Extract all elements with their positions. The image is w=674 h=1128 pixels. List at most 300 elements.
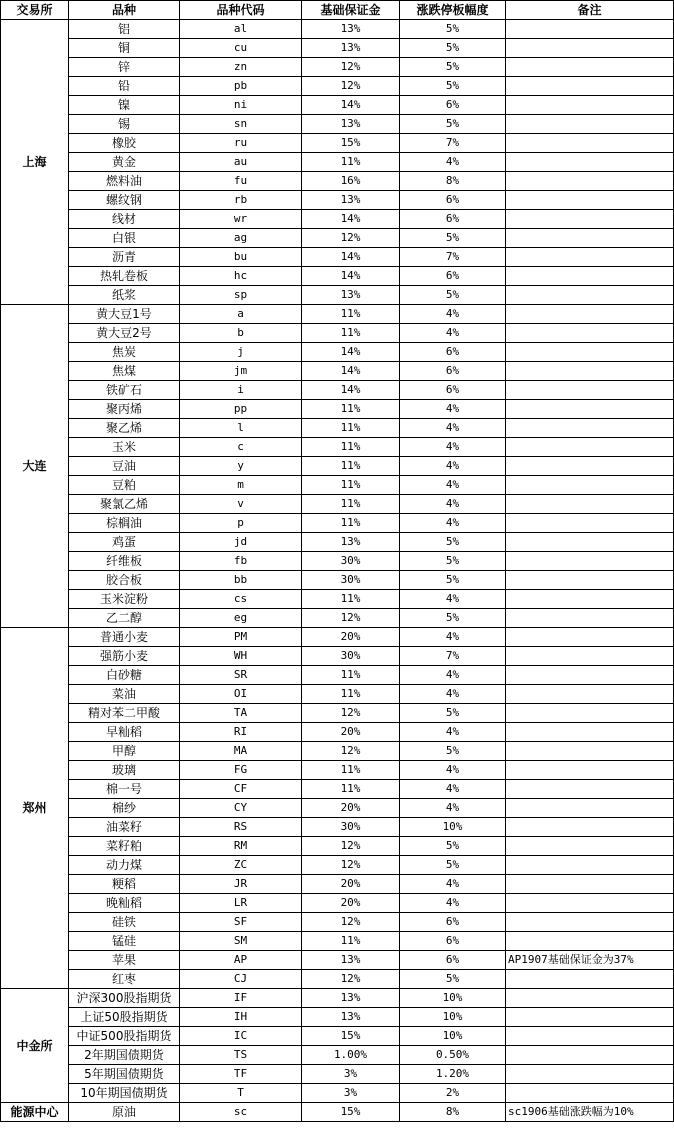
code-cell: zn bbox=[180, 58, 302, 77]
code-cell: hc bbox=[180, 267, 302, 286]
note-cell bbox=[506, 666, 674, 685]
variety-cell: 胶合板 bbox=[69, 571, 180, 590]
margin-cell: 20% bbox=[302, 894, 400, 913]
note-cell bbox=[506, 514, 674, 533]
table-row bbox=[1, 343, 674, 362]
margin-cell: 30% bbox=[302, 818, 400, 837]
table-row bbox=[1, 609, 674, 628]
variety-cell: 强筋小麦 bbox=[69, 647, 180, 666]
limit-cell: 4% bbox=[400, 438, 506, 457]
code-cell: LR bbox=[180, 894, 302, 913]
limit-cell: 4% bbox=[400, 685, 506, 704]
limit-cell: 4% bbox=[400, 590, 506, 609]
table-body bbox=[1, 20, 674, 1122]
code-cell: IH bbox=[180, 1008, 302, 1027]
margin-cell: 11% bbox=[302, 476, 400, 495]
code-cell: au bbox=[180, 153, 302, 172]
table-row bbox=[1, 799, 674, 818]
variety-cell: 锡 bbox=[69, 115, 180, 134]
code-cell: ru bbox=[180, 134, 302, 153]
limit-cell: 5% bbox=[400, 552, 506, 571]
variety-cell: 线材 bbox=[69, 210, 180, 229]
table-row bbox=[1, 913, 674, 932]
limit-cell: 5% bbox=[400, 571, 506, 590]
limit-cell: 5% bbox=[400, 20, 506, 39]
variety-cell: 锰硅 bbox=[69, 932, 180, 951]
variety-cell: 白砂糖 bbox=[69, 666, 180, 685]
note-cell bbox=[506, 229, 674, 248]
note-cell bbox=[506, 39, 674, 58]
note-cell bbox=[506, 761, 674, 780]
note-cell bbox=[506, 932, 674, 951]
code-cell: JR bbox=[180, 875, 302, 894]
margin-cell: 11% bbox=[302, 153, 400, 172]
margin-cell: 12% bbox=[302, 742, 400, 761]
margin-cell: 13% bbox=[302, 115, 400, 134]
variety-cell: 硅铁 bbox=[69, 913, 180, 932]
limit-cell: 8% bbox=[400, 1103, 506, 1122]
limit-cell: 5% bbox=[400, 970, 506, 989]
limit-cell: 2% bbox=[400, 1084, 506, 1103]
variety-cell: 镍 bbox=[69, 96, 180, 115]
code-cell: a bbox=[180, 305, 302, 324]
variety-cell: 原油 bbox=[69, 1103, 180, 1122]
note-cell bbox=[506, 647, 674, 666]
variety-cell: 聚丙烯 bbox=[69, 400, 180, 419]
code-cell: sc bbox=[180, 1103, 302, 1122]
margin-cell: 12% bbox=[302, 58, 400, 77]
note-cell bbox=[506, 381, 674, 400]
note-cell bbox=[506, 419, 674, 438]
code-cell: bb bbox=[180, 571, 302, 590]
margin-cell: 3% bbox=[302, 1065, 400, 1084]
header-note: 备注 bbox=[506, 1, 674, 20]
limit-cell: 4% bbox=[400, 723, 506, 742]
note-cell: AP1907基础保证金为37% bbox=[506, 951, 674, 970]
limit-cell: 5% bbox=[400, 286, 506, 305]
margin-cell: 12% bbox=[302, 77, 400, 96]
code-cell: WH bbox=[180, 647, 302, 666]
note-cell bbox=[506, 837, 674, 856]
margin-cell: 13% bbox=[302, 1008, 400, 1027]
variety-cell: 沪深300股指期货 bbox=[69, 989, 180, 1008]
limit-cell: 6% bbox=[400, 381, 506, 400]
margin-cell: 12% bbox=[302, 704, 400, 723]
variety-cell: 黄金 bbox=[69, 153, 180, 172]
note-cell bbox=[506, 457, 674, 476]
table-row bbox=[1, 552, 674, 571]
limit-cell: 6% bbox=[400, 191, 506, 210]
code-cell: cu bbox=[180, 39, 302, 58]
code-cell: TS bbox=[180, 1046, 302, 1065]
note-cell bbox=[506, 134, 674, 153]
code-cell: pp bbox=[180, 400, 302, 419]
table-row bbox=[1, 495, 674, 514]
code-cell: c bbox=[180, 438, 302, 457]
note-cell bbox=[506, 77, 674, 96]
variety-cell: 沥青 bbox=[69, 248, 180, 267]
header-limit: 涨跌停板幅度 bbox=[400, 1, 506, 20]
table-row bbox=[1, 457, 674, 476]
code-cell: sn bbox=[180, 115, 302, 134]
variety-cell: 2年期国债期货 bbox=[69, 1046, 180, 1065]
limit-cell: 7% bbox=[400, 134, 506, 153]
code-cell: y bbox=[180, 457, 302, 476]
margin-cell: 12% bbox=[302, 913, 400, 932]
code-cell: SM bbox=[180, 932, 302, 951]
variety-cell: 5年期国债期货 bbox=[69, 1065, 180, 1084]
variety-cell: 燃料油 bbox=[69, 172, 180, 191]
margin-cell: 13% bbox=[302, 951, 400, 970]
limit-cell: 4% bbox=[400, 324, 506, 343]
variety-cell: 甲醇 bbox=[69, 742, 180, 761]
note-cell bbox=[506, 856, 674, 875]
note-cell bbox=[506, 1027, 674, 1046]
variety-cell: 精对苯二甲酸 bbox=[69, 704, 180, 723]
code-cell: SR bbox=[180, 666, 302, 685]
code-cell: rb bbox=[180, 191, 302, 210]
code-cell: j bbox=[180, 343, 302, 362]
limit-cell: 5% bbox=[400, 229, 506, 248]
limit-cell: 5% bbox=[400, 533, 506, 552]
variety-cell: 玻璃 bbox=[69, 761, 180, 780]
variety-cell: 黄大豆2号 bbox=[69, 324, 180, 343]
note-cell: sc1906基础涨跌幅为10% bbox=[506, 1103, 674, 1122]
table-row bbox=[1, 685, 674, 704]
margin-cell: 14% bbox=[302, 248, 400, 267]
margin-cell: 13% bbox=[302, 20, 400, 39]
code-cell: T bbox=[180, 1084, 302, 1103]
exchange-cell: 中金所 bbox=[1, 989, 69, 1103]
variety-cell: 菜油 bbox=[69, 685, 180, 704]
limit-cell: 5% bbox=[400, 609, 506, 628]
margin-cell: 14% bbox=[302, 381, 400, 400]
limit-cell: 6% bbox=[400, 932, 506, 951]
table-row bbox=[1, 932, 674, 951]
code-cell: m bbox=[180, 476, 302, 495]
margin-cell: 12% bbox=[302, 970, 400, 989]
note-cell bbox=[506, 780, 674, 799]
code-cell: RM bbox=[180, 837, 302, 856]
variety-cell: 上证50股指期货 bbox=[69, 1008, 180, 1027]
code-cell: SF bbox=[180, 913, 302, 932]
code-cell: al bbox=[180, 20, 302, 39]
table-row bbox=[1, 286, 674, 305]
limit-cell: 7% bbox=[400, 248, 506, 267]
limit-cell: 4% bbox=[400, 495, 506, 514]
note-cell bbox=[506, 20, 674, 39]
limit-cell: 4% bbox=[400, 894, 506, 913]
variety-cell: 晚籼稻 bbox=[69, 894, 180, 913]
table-row bbox=[1, 628, 674, 647]
note-cell bbox=[506, 571, 674, 590]
table-row bbox=[1, 723, 674, 742]
margin-cell: 13% bbox=[302, 989, 400, 1008]
table-row bbox=[1, 39, 674, 58]
table-row bbox=[1, 704, 674, 723]
limit-cell: 6% bbox=[400, 951, 506, 970]
code-cell: sp bbox=[180, 286, 302, 305]
table-row bbox=[1, 1046, 674, 1065]
note-cell bbox=[506, 1008, 674, 1027]
table-row bbox=[1, 666, 674, 685]
variety-cell: 苹果 bbox=[69, 951, 180, 970]
variety-cell: 白银 bbox=[69, 229, 180, 248]
note-cell bbox=[506, 723, 674, 742]
code-cell: CY bbox=[180, 799, 302, 818]
variety-cell: 铜 bbox=[69, 39, 180, 58]
variety-cell: 菜籽粕 bbox=[69, 837, 180, 856]
table-row bbox=[1, 324, 674, 343]
margin-cell: 11% bbox=[302, 590, 400, 609]
note-cell bbox=[506, 476, 674, 495]
limit-cell: 4% bbox=[400, 628, 506, 647]
limit-cell: 5% bbox=[400, 115, 506, 134]
margin-cell: 11% bbox=[302, 305, 400, 324]
exchange-cell: 能源中心 bbox=[1, 1103, 69, 1122]
limit-cell: 6% bbox=[400, 267, 506, 286]
margin-cell: 3% bbox=[302, 1084, 400, 1103]
variety-cell: 热轧卷板 bbox=[69, 267, 180, 286]
margin-cell: 14% bbox=[302, 210, 400, 229]
note-cell bbox=[506, 685, 674, 704]
variety-cell: 鸡蛋 bbox=[69, 533, 180, 552]
table-row bbox=[1, 77, 674, 96]
code-cell: fb bbox=[180, 552, 302, 571]
code-cell: AP bbox=[180, 951, 302, 970]
note-cell bbox=[506, 1046, 674, 1065]
variety-cell: 铅 bbox=[69, 77, 180, 96]
margin-cell: 11% bbox=[302, 514, 400, 533]
code-cell: cs bbox=[180, 590, 302, 609]
variety-cell: 普通小麦 bbox=[69, 628, 180, 647]
table-row bbox=[1, 305, 674, 324]
variety-cell: 棕榈油 bbox=[69, 514, 180, 533]
variety-cell: 纸浆 bbox=[69, 286, 180, 305]
variety-cell: 棉纱 bbox=[69, 799, 180, 818]
table-row bbox=[1, 742, 674, 761]
margin-cell: 11% bbox=[302, 666, 400, 685]
note-cell bbox=[506, 533, 674, 552]
header-margin: 基础保证金 bbox=[302, 1, 400, 20]
table-row bbox=[1, 20, 674, 39]
variety-cell: 乙二醇 bbox=[69, 609, 180, 628]
margin-cell: 11% bbox=[302, 419, 400, 438]
margin-cell: 20% bbox=[302, 628, 400, 647]
variety-cell: 焦炭 bbox=[69, 343, 180, 362]
table-row bbox=[1, 989, 674, 1008]
variety-cell: 聚乙烯 bbox=[69, 419, 180, 438]
code-cell: p bbox=[180, 514, 302, 533]
margin-cell: 13% bbox=[302, 191, 400, 210]
variety-cell: 橡胶 bbox=[69, 134, 180, 153]
exchange-cell: 大连 bbox=[1, 305, 69, 628]
variety-cell: 锌 bbox=[69, 58, 180, 77]
code-cell: bu bbox=[180, 248, 302, 267]
note-cell bbox=[506, 115, 674, 134]
table-row bbox=[1, 115, 674, 134]
table-row bbox=[1, 153, 674, 172]
table-row bbox=[1, 590, 674, 609]
variety-cell: 黄大豆1号 bbox=[69, 305, 180, 324]
variety-cell: 纤维板 bbox=[69, 552, 180, 571]
limit-cell: 4% bbox=[400, 514, 506, 533]
limit-cell: 4% bbox=[400, 457, 506, 476]
limit-cell: 6% bbox=[400, 913, 506, 932]
limit-cell: 4% bbox=[400, 761, 506, 780]
code-cell: ni bbox=[180, 96, 302, 115]
code-cell: RI bbox=[180, 723, 302, 742]
limit-cell: 5% bbox=[400, 58, 506, 77]
table-row bbox=[1, 1103, 674, 1122]
note-cell bbox=[506, 400, 674, 419]
variety-cell: 玉米淀粉 bbox=[69, 590, 180, 609]
code-cell: b bbox=[180, 324, 302, 343]
margin-cell: 11% bbox=[302, 761, 400, 780]
variety-cell: 铝 bbox=[69, 20, 180, 39]
header-code: 品种代码 bbox=[180, 1, 302, 20]
table-row bbox=[1, 514, 674, 533]
table-row bbox=[1, 191, 674, 210]
table-row bbox=[1, 818, 674, 837]
exchange-cell: 上海 bbox=[1, 20, 69, 305]
table-row bbox=[1, 96, 674, 115]
note-cell bbox=[506, 267, 674, 286]
limit-cell: 4% bbox=[400, 875, 506, 894]
margin-cell: 30% bbox=[302, 647, 400, 666]
code-cell: OI bbox=[180, 685, 302, 704]
table-row bbox=[1, 1027, 674, 1046]
margin-cell: 12% bbox=[302, 837, 400, 856]
table-row bbox=[1, 837, 674, 856]
table-row bbox=[1, 571, 674, 590]
limit-cell: 6% bbox=[400, 96, 506, 115]
table-row bbox=[1, 381, 674, 400]
note-cell bbox=[506, 58, 674, 77]
margin-cell: 12% bbox=[302, 609, 400, 628]
variety-cell: 棉一号 bbox=[69, 780, 180, 799]
margin-cell: 14% bbox=[302, 362, 400, 381]
margin-cell: 11% bbox=[302, 495, 400, 514]
table-row bbox=[1, 856, 674, 875]
table-row bbox=[1, 400, 674, 419]
note-cell bbox=[506, 894, 674, 913]
code-cell: ag bbox=[180, 229, 302, 248]
note-cell bbox=[506, 305, 674, 324]
header-variety: 品种 bbox=[69, 1, 180, 20]
table-row bbox=[1, 210, 674, 229]
table-row bbox=[1, 248, 674, 267]
margin-cell: 1.00% bbox=[302, 1046, 400, 1065]
code-cell: l bbox=[180, 419, 302, 438]
variety-cell: 豆粕 bbox=[69, 476, 180, 495]
code-cell: v bbox=[180, 495, 302, 514]
table-row bbox=[1, 761, 674, 780]
margin-cell: 14% bbox=[302, 267, 400, 286]
margin-cell: 11% bbox=[302, 685, 400, 704]
note-cell bbox=[506, 875, 674, 894]
variety-cell: 铁矿石 bbox=[69, 381, 180, 400]
note-cell bbox=[506, 324, 674, 343]
margin-cell: 30% bbox=[302, 552, 400, 571]
margin-cell: 16% bbox=[302, 172, 400, 191]
margin-cell: 13% bbox=[302, 533, 400, 552]
code-cell: pb bbox=[180, 77, 302, 96]
header-row bbox=[1, 1, 674, 20]
margin-cell: 15% bbox=[302, 134, 400, 153]
code-cell: PM bbox=[180, 628, 302, 647]
margin-cell: 12% bbox=[302, 229, 400, 248]
table-row bbox=[1, 875, 674, 894]
table-row bbox=[1, 229, 674, 248]
table-row bbox=[1, 951, 674, 970]
note-cell bbox=[506, 210, 674, 229]
margin-cell: 20% bbox=[302, 799, 400, 818]
table-row bbox=[1, 780, 674, 799]
variety-cell: 10年期国债期货 bbox=[69, 1084, 180, 1103]
note-cell bbox=[506, 343, 674, 362]
code-cell: fu bbox=[180, 172, 302, 191]
note-cell bbox=[506, 96, 674, 115]
variety-cell: 动力煤 bbox=[69, 856, 180, 875]
limit-cell: 0.50% bbox=[400, 1046, 506, 1065]
code-cell: TA bbox=[180, 704, 302, 723]
code-cell: FG bbox=[180, 761, 302, 780]
code-cell: CF bbox=[180, 780, 302, 799]
limit-cell: 10% bbox=[400, 1027, 506, 1046]
limit-cell: 4% bbox=[400, 305, 506, 324]
code-cell: jm bbox=[180, 362, 302, 381]
table-row bbox=[1, 894, 674, 913]
note-cell bbox=[506, 438, 674, 457]
variety-cell: 聚氯乙烯 bbox=[69, 495, 180, 514]
limit-cell: 5% bbox=[400, 39, 506, 58]
code-cell: ZC bbox=[180, 856, 302, 875]
variety-cell: 螺纹钢 bbox=[69, 191, 180, 210]
code-cell: wr bbox=[180, 210, 302, 229]
limit-cell: 5% bbox=[400, 704, 506, 723]
margin-cell: 11% bbox=[302, 932, 400, 951]
note-cell bbox=[506, 552, 674, 571]
variety-cell: 粳稻 bbox=[69, 875, 180, 894]
margin-cell: 20% bbox=[302, 875, 400, 894]
note-cell bbox=[506, 495, 674, 514]
note-cell bbox=[506, 1065, 674, 1084]
table-row bbox=[1, 1065, 674, 1084]
note-cell bbox=[506, 704, 674, 723]
limit-cell: 10% bbox=[400, 818, 506, 837]
table-row bbox=[1, 172, 674, 191]
margin-cell: 30% bbox=[302, 571, 400, 590]
variety-cell: 玉米 bbox=[69, 438, 180, 457]
limit-cell: 7% bbox=[400, 647, 506, 666]
exchange-cell: 郑州 bbox=[1, 628, 69, 989]
limit-cell: 4% bbox=[400, 780, 506, 799]
code-cell: RS bbox=[180, 818, 302, 837]
note-cell bbox=[506, 913, 674, 932]
note-cell bbox=[506, 989, 674, 1008]
limit-cell: 10% bbox=[400, 1008, 506, 1027]
limit-cell: 5% bbox=[400, 856, 506, 875]
variety-cell: 焦煤 bbox=[69, 362, 180, 381]
margin-cell: 11% bbox=[302, 457, 400, 476]
margin-cell: 14% bbox=[302, 96, 400, 115]
table-row bbox=[1, 970, 674, 989]
note-cell bbox=[506, 818, 674, 837]
note-cell bbox=[506, 628, 674, 647]
code-cell: CJ bbox=[180, 970, 302, 989]
margin-cell: 14% bbox=[302, 343, 400, 362]
